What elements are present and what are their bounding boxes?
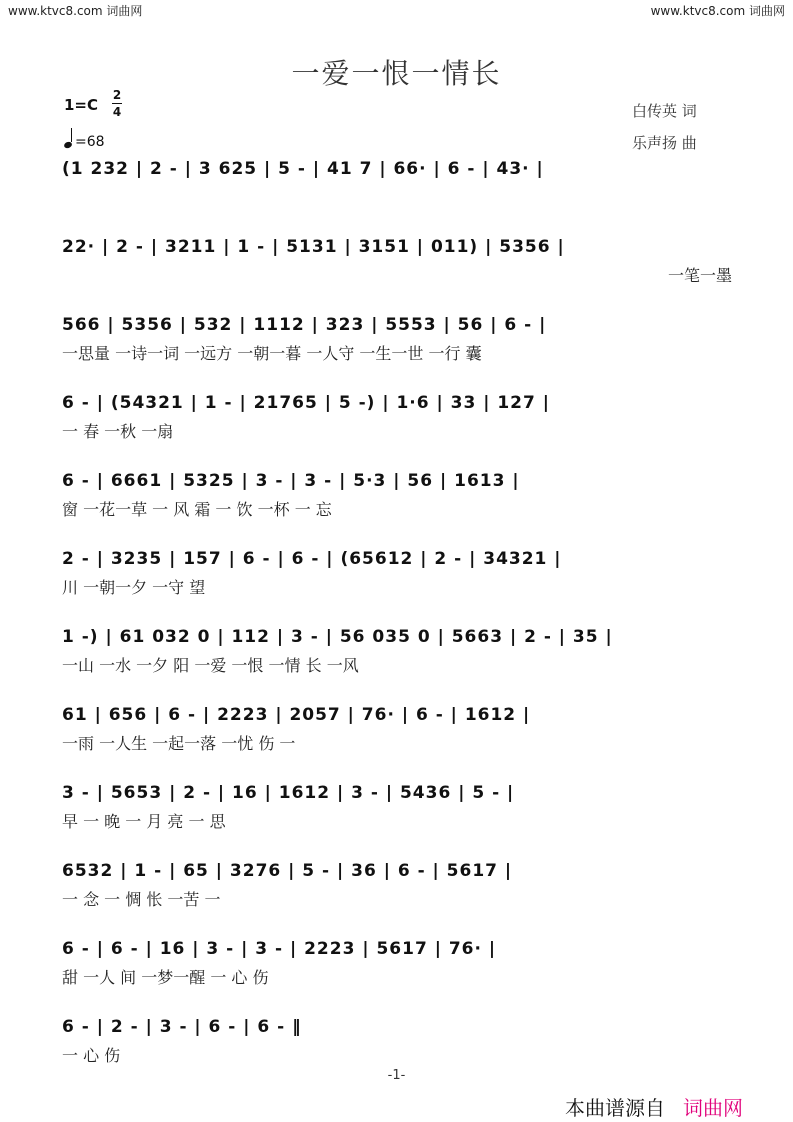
- score-row: [62, 626, 732, 676]
- watermark-left: www.ktvc8.com 词曲网: [8, 4, 143, 18]
- notation-line: 6532 | 1 - | 65 | 3276 | 5 - | 36 | 6 - | 5617 |: [62, 861, 513, 881]
- score-row: [62, 704, 732, 754]
- score-row: [62, 236, 732, 286]
- lyrics-line: 甜 一人 间 一梦一醒 一 心 伤: [62, 968, 269, 987]
- notation-line: 22· | 2 - | 3211 | 1 - | 5131 | 3151 | 011) | 5356 |: [62, 237, 565, 257]
- source-note: [565, 1092, 743, 1121]
- meter-divider: [112, 103, 122, 104]
- meter-top: 2: [112, 88, 122, 102]
- tempo-marking: [64, 132, 105, 150]
- time-signature: [112, 88, 122, 119]
- notation-line: 3 - | 5653 | 2 - | 16 | 1612 | 3 - | 5436 | 5 - |: [62, 783, 515, 803]
- lyrics-line: 川 一朝一夕 一守 望: [62, 578, 206, 597]
- score-row: [62, 470, 732, 520]
- notation-line: 6 - | 6 - | 16 | 3 - | 3 - | 2223 | 5617 | 76· |: [62, 939, 497, 959]
- notation-line: 2 - | 3235 | 157 | 6 - | 6 - | (65612 | 2 - | 34321 |: [62, 549, 562, 569]
- lyricist-credit: 白传英 词: [632, 102, 697, 120]
- lyrics-line: [62, 188, 732, 208]
- lyrics-line: 一 心 伤: [62, 1046, 121, 1065]
- lyrics-line: 一山 一水 一夕 阳 一爱 一恨 一情 长 一风: [62, 656, 359, 675]
- notation-line: 6 - | (54321 | 1 - | 21765 | 5 -) | 1·6 | 33 | 127 |: [62, 393, 550, 413]
- quarter-note-icon: [63, 141, 73, 149]
- notation-line: 566 | 5356 | 532 | 1112 | 323 | 5553 | 56 | 6 - |: [62, 315, 547, 335]
- composer-credit: 乐声扬 曲: [632, 134, 697, 152]
- lyrics-line: 一 念 一 惆 怅 一苦 一: [62, 890, 221, 909]
- key-signature: 1=C: [64, 96, 99, 114]
- score-row: [62, 1016, 732, 1066]
- score-row: [62, 314, 732, 364]
- notation-line: (1 232 | 2 - | 3 625 | 5 - | 41 7 | 66· | 6 - | 43· |: [62, 159, 544, 179]
- score-row: [62, 938, 732, 988]
- source-label: 本曲谱源自: [565, 1096, 665, 1120]
- score-row: [62, 860, 732, 910]
- source-site: 词曲网: [683, 1096, 743, 1120]
- tempo-value: =68: [75, 134, 105, 150]
- score-row: [62, 392, 732, 442]
- watermark-right: www.ktvc8.com 词曲网: [650, 4, 785, 18]
- lyrics-line: 早 一 晚 一 月 亮 一 思: [62, 812, 226, 831]
- notation-line: 61 | 656 | 6 - | 2223 | 2057 | 76· | 6 - | 1612 |: [62, 705, 531, 725]
- lyrics-line: 一雨 一人生 一起一落 一忧 伤 一: [62, 734, 296, 753]
- lyrics-line: 一思量 一诗一词 一远方 一朝一暮 一人守 一生一世 一行 囊: [62, 344, 482, 363]
- notation-line: 6 - | 2 - | 3 - | 6 - | 6 - ‖: [62, 1017, 302, 1037]
- score-row: [62, 158, 732, 208]
- page-number: -1-: [387, 1068, 406, 1083]
- lyrics-line: 一笔一墨: [667, 266, 732, 285]
- note-stem: [71, 128, 72, 142]
- notation-line: 6 - | 6661 | 5325 | 3 - | 3 - | 5·3 | 56 | 1613 |: [62, 471, 520, 491]
- lyrics-line: 一 春 一秋 一扇: [62, 422, 174, 441]
- notation-line: 1 -) | 61 032 0 | 112 | 3 - | 56 035 0 | 5663 | 2 - | 35 |: [62, 627, 613, 647]
- lyrics-line: 窗 一花一草 一 风 霜 一 饮 一杯 一 忘: [62, 500, 332, 519]
- score-row: [62, 548, 732, 598]
- song-title: 一爱一恨一情长: [291, 57, 502, 90]
- meter-bottom: 4: [112, 105, 122, 119]
- score-row: [62, 782, 732, 832]
